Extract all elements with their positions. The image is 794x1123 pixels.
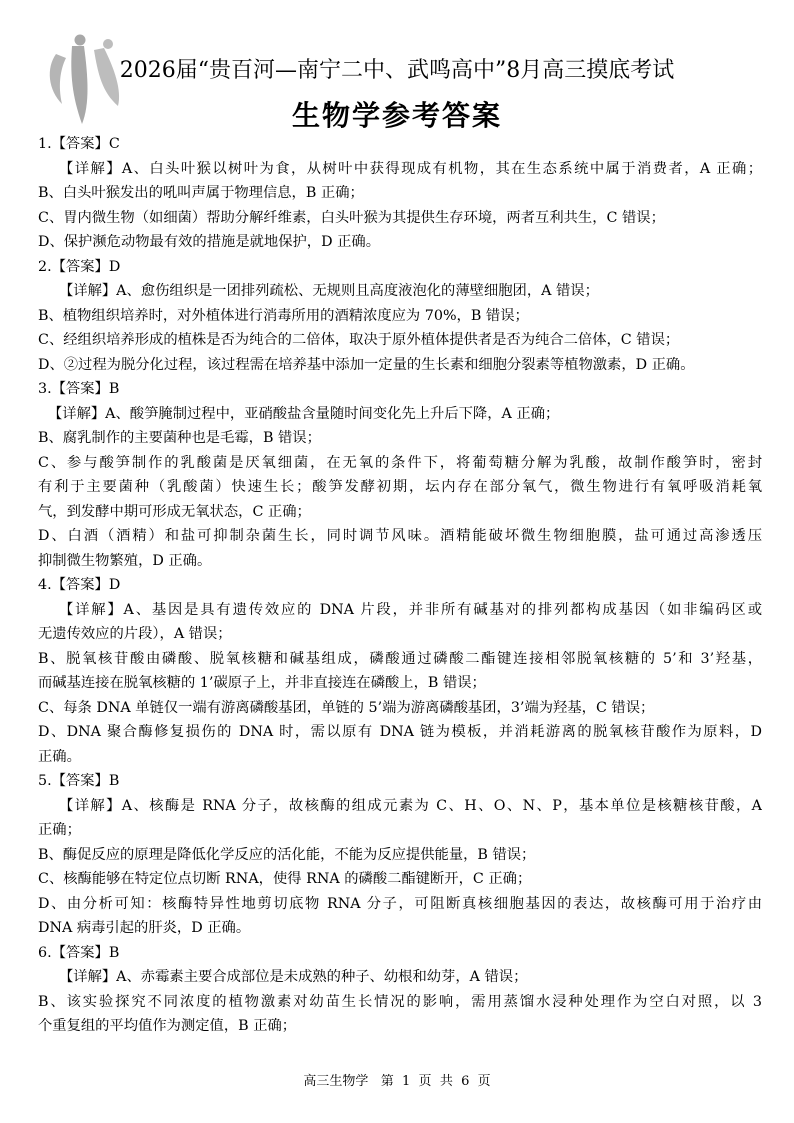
explanation-line: 气，到发酵中期可形成无氧状态，C 正确；: [38, 503, 311, 520]
explanation-line: C、参与酸笋制作的乳酸菌是厌氧细菌，在无氧的条件下，将葡萄糖分解为乳酸，故制作酸笋时，密封: [38, 454, 762, 471]
explanation-line: B、植物组织培养时，对外植体进行消毒所用的酒精浓度应为 70%，B 错误；: [38, 307, 529, 324]
explanation-line: C、核酶能够在特定位点切断 RNA，使得 RNA 的磷酸二酯键断开，C 正确；: [38, 871, 532, 887]
explanation-line: B、脱氧核苷酸由磷酸、脱氧核糖和碱基组成，磷酸通过磷酸二酯键连接相邻脱氧核糖的 5’和 3’羟基，: [38, 650, 762, 667]
explanation-line: D、DNA 聚合酶修复损伤的 DNA 时，需以原有 DNA 链为模板，并消耗游离的脱氧核苷酸作为原料，D: [38, 724, 762, 740]
explanation-line: 个重复组的平均值作为测定值，B 正确；: [38, 1018, 297, 1034]
explanation-line: B、白头叶猴发出的吼叫声属于物理信息，B 正确；: [38, 185, 364, 201]
answer-label: 6.【答案】B: [38, 944, 120, 961]
explanation-line: D、白酒（酒精）和盐可抑制杂菌生长，同时调节风味。酒精能破坏微生物细胞膜，盐可通过高渗透压: [38, 528, 762, 544]
answer-key-heading: 生物学参考答案: [291, 99, 502, 132]
explanation-line: 抑制微生物繁殖，D 正确。: [38, 552, 212, 569]
explanation-line: 【详解】A、白头叶猴以树叶为食，从树叶中获得现成有机物，其在生态系统中属于消费者，A 正确；: [59, 160, 762, 177]
explanation-line: 【详解】A、基因是具有遗传效应的 DNA 片段，并非所有碱基对的排列都构成基因（如非编码区或: [59, 601, 762, 618]
explanation-line: 有利于主要菌种（乳酸菌）快速生长；酸笋发酵初期，坛内存在部分氧气，微生物进行有氧呼吸消耗氧: [38, 479, 762, 495]
explanation-line: 正确。: [38, 748, 81, 765]
explanation-line: C、每条 DNA 单链仅一端有游离磷酸基团，单链的 5’端为游离磷酸基团，3’端为羟基，C 错误；: [38, 699, 655, 716]
explanation-line: C、胃内微生物（如细菌）帮助分解纤维素，白头叶猴为其提供生存环境，两者互利共生，C 错误；: [38, 209, 665, 226]
answer-content: [38, 132, 762, 1039]
explanation-line: B、腐乳制作的主要菌种也是毛霉，B 错误；: [38, 430, 321, 446]
explanation-line: DNA 病毒引起的肝炎，D 正确。: [38, 920, 251, 936]
explanation-line: 【详解】A、酸笋腌制过程中，亚硝酸盐含量随时间变化先上升后下降，A 正确；: [48, 405, 560, 422]
explanation-line: D、保护濒危动物最有效的措施是就地保护，D 正确。: [38, 234, 380, 250]
answer-label: 5.【答案】B: [38, 773, 120, 789]
explanation-line: 【详解】A、赤霉素主要合成部位是未成熟的种子、幼根和幼芽，A 错误；: [59, 969, 528, 985]
answer-label: 3.【答案】B: [38, 381, 120, 397]
explanation-line: 无遗传效应的片段），A 错误；: [38, 626, 232, 642]
explanation-line: 【详解】A、核酶是 RNA 分子，故核酶的组成元素为 C、H、O、N、P，基本单位是核糖核苷酸，A: [59, 797, 762, 814]
explanation-line: 正确；: [38, 822, 81, 838]
explanation-line: 【详解】A、愈伤组织是一团排列疏松、无规则且高度液泡化的薄壁细胞团，A 错误；: [59, 283, 599, 299]
answer-label: 1.【答案】C: [38, 136, 120, 152]
explanation-line: D、②过程为脱分化过程，该过程需在培养基中添加一定量的生长素和细胞分裂素等植物激素，D 正确。: [38, 356, 695, 373]
explanation-line: B、酶促反应的原理是降低化学反应的活化能，不能为反应提供能量，B 错误；: [38, 846, 536, 863]
answer-label: 4.【答案】D: [38, 577, 121, 593]
explanation-line: B、该实验探究不同浓度的植物激素对幼苗生长情况的影响，需用蒸馏水浸种处理作为空白对照，以 3: [38, 993, 762, 1010]
answer-label: 2.【答案】D: [38, 258, 121, 275]
explanation-line: D、由分析可知：核酶特异性地剪切底物 RNA 分子，可阻断真核细胞基因的表达，故核酶可用于治疗由: [38, 895, 762, 912]
page-footer: 高三生物学 第 1 页 共 6 页: [303, 1074, 491, 1089]
exam-title: 2026届“贵百河—南宁二中、武鸣高中”8月高三摸底考试: [119, 58, 675, 83]
explanation-line: C、经组织培养形成的植株是否为纯合的二倍体，取决于原外植体提供者是否为纯合二倍体，C 错误；: [38, 332, 680, 348]
explanation-line: 而碱基连接在脱氧核糖的 1’碳原子上，并非直接连在磷酸上，B 错误；: [38, 675, 486, 691]
